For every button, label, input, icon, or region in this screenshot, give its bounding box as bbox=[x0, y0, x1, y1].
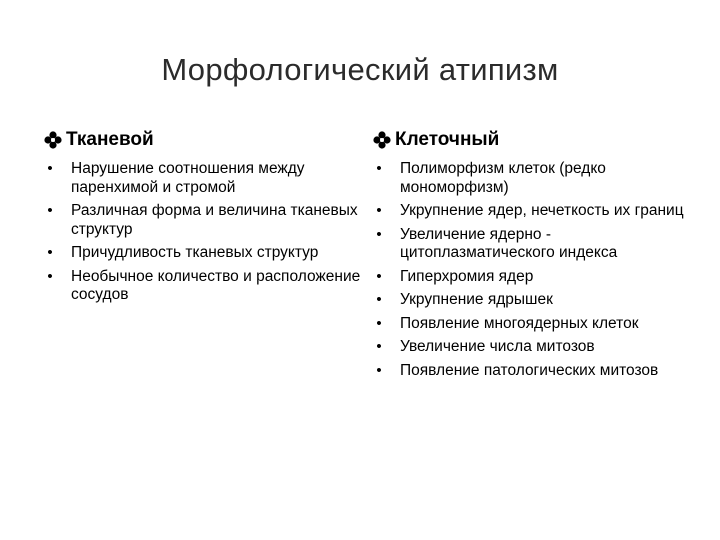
bullet-marker: • bbox=[47, 160, 53, 177]
list-item bbox=[373, 315, 693, 334]
list-item-text: Причудливость тканевых структур bbox=[71, 244, 319, 261]
cellular-heading bbox=[373, 128, 693, 152]
list-item bbox=[44, 268, 364, 305]
list-item bbox=[44, 160, 364, 197]
diamond-bullet-icon bbox=[44, 131, 62, 149]
bullet-marker: • bbox=[47, 244, 53, 261]
list-item-text: Полиморфизм клеток (редко мономорфизм) bbox=[400, 160, 606, 196]
slide-title: Морфологический атипизм bbox=[161, 52, 559, 87]
list-item-text: Укрупнение ядер, нечеткость их границ bbox=[400, 202, 684, 219]
list-item-text: Нарушение соотношения между паренхимой и стромой bbox=[71, 160, 305, 196]
bullet-marker: • bbox=[376, 361, 382, 379]
list-item bbox=[373, 226, 693, 263]
tissue-heading-label: Тканевой bbox=[66, 129, 154, 150]
list-item-text: Появление многоядерных клеток bbox=[400, 314, 639, 332]
list-item-text: Укрупнение ядрышек bbox=[400, 291, 553, 308]
cellular-column bbox=[373, 128, 693, 385]
bullet-marker: • bbox=[376, 314, 382, 332]
list-item-text: Необычное количество и расположение сосудов bbox=[71, 267, 361, 303]
tissue-heading bbox=[44, 128, 364, 152]
list-item bbox=[44, 202, 364, 239]
bullet-marker: • bbox=[376, 338, 382, 355]
bullet-marker: • bbox=[376, 202, 382, 219]
list-item bbox=[373, 291, 693, 310]
list-item bbox=[373, 268, 693, 287]
tissue-bullet-list bbox=[44, 160, 364, 305]
bullet-marker: • bbox=[376, 160, 382, 177]
list-item bbox=[373, 202, 693, 221]
bullet-marker: • bbox=[376, 225, 382, 243]
tissue-column bbox=[44, 128, 364, 310]
list-item bbox=[44, 244, 364, 263]
cellular-heading-label: Клеточный bbox=[395, 129, 500, 150]
bullet-marker: • bbox=[376, 267, 382, 285]
list-item-text: Гиперхромия ядер bbox=[400, 267, 534, 285]
list-item-text: Увеличение ядерно - цитоплазматического индекса bbox=[400, 225, 618, 261]
bullet-marker: • bbox=[47, 267, 53, 285]
list-item-text: Различная форма и величина тканевых структур bbox=[71, 202, 358, 238]
list-item bbox=[373, 160, 693, 197]
bullet-marker: • bbox=[47, 202, 53, 219]
bullet-marker: • bbox=[376, 291, 382, 308]
list-item-text: Увеличение числа митозов bbox=[400, 338, 595, 355]
list-item bbox=[373, 362, 693, 381]
diamond-bullet-icon bbox=[373, 131, 391, 149]
list-item-text: Появление патологических митозов bbox=[400, 361, 659, 379]
list-item bbox=[373, 338, 693, 357]
cellular-bullet-list bbox=[373, 160, 693, 380]
